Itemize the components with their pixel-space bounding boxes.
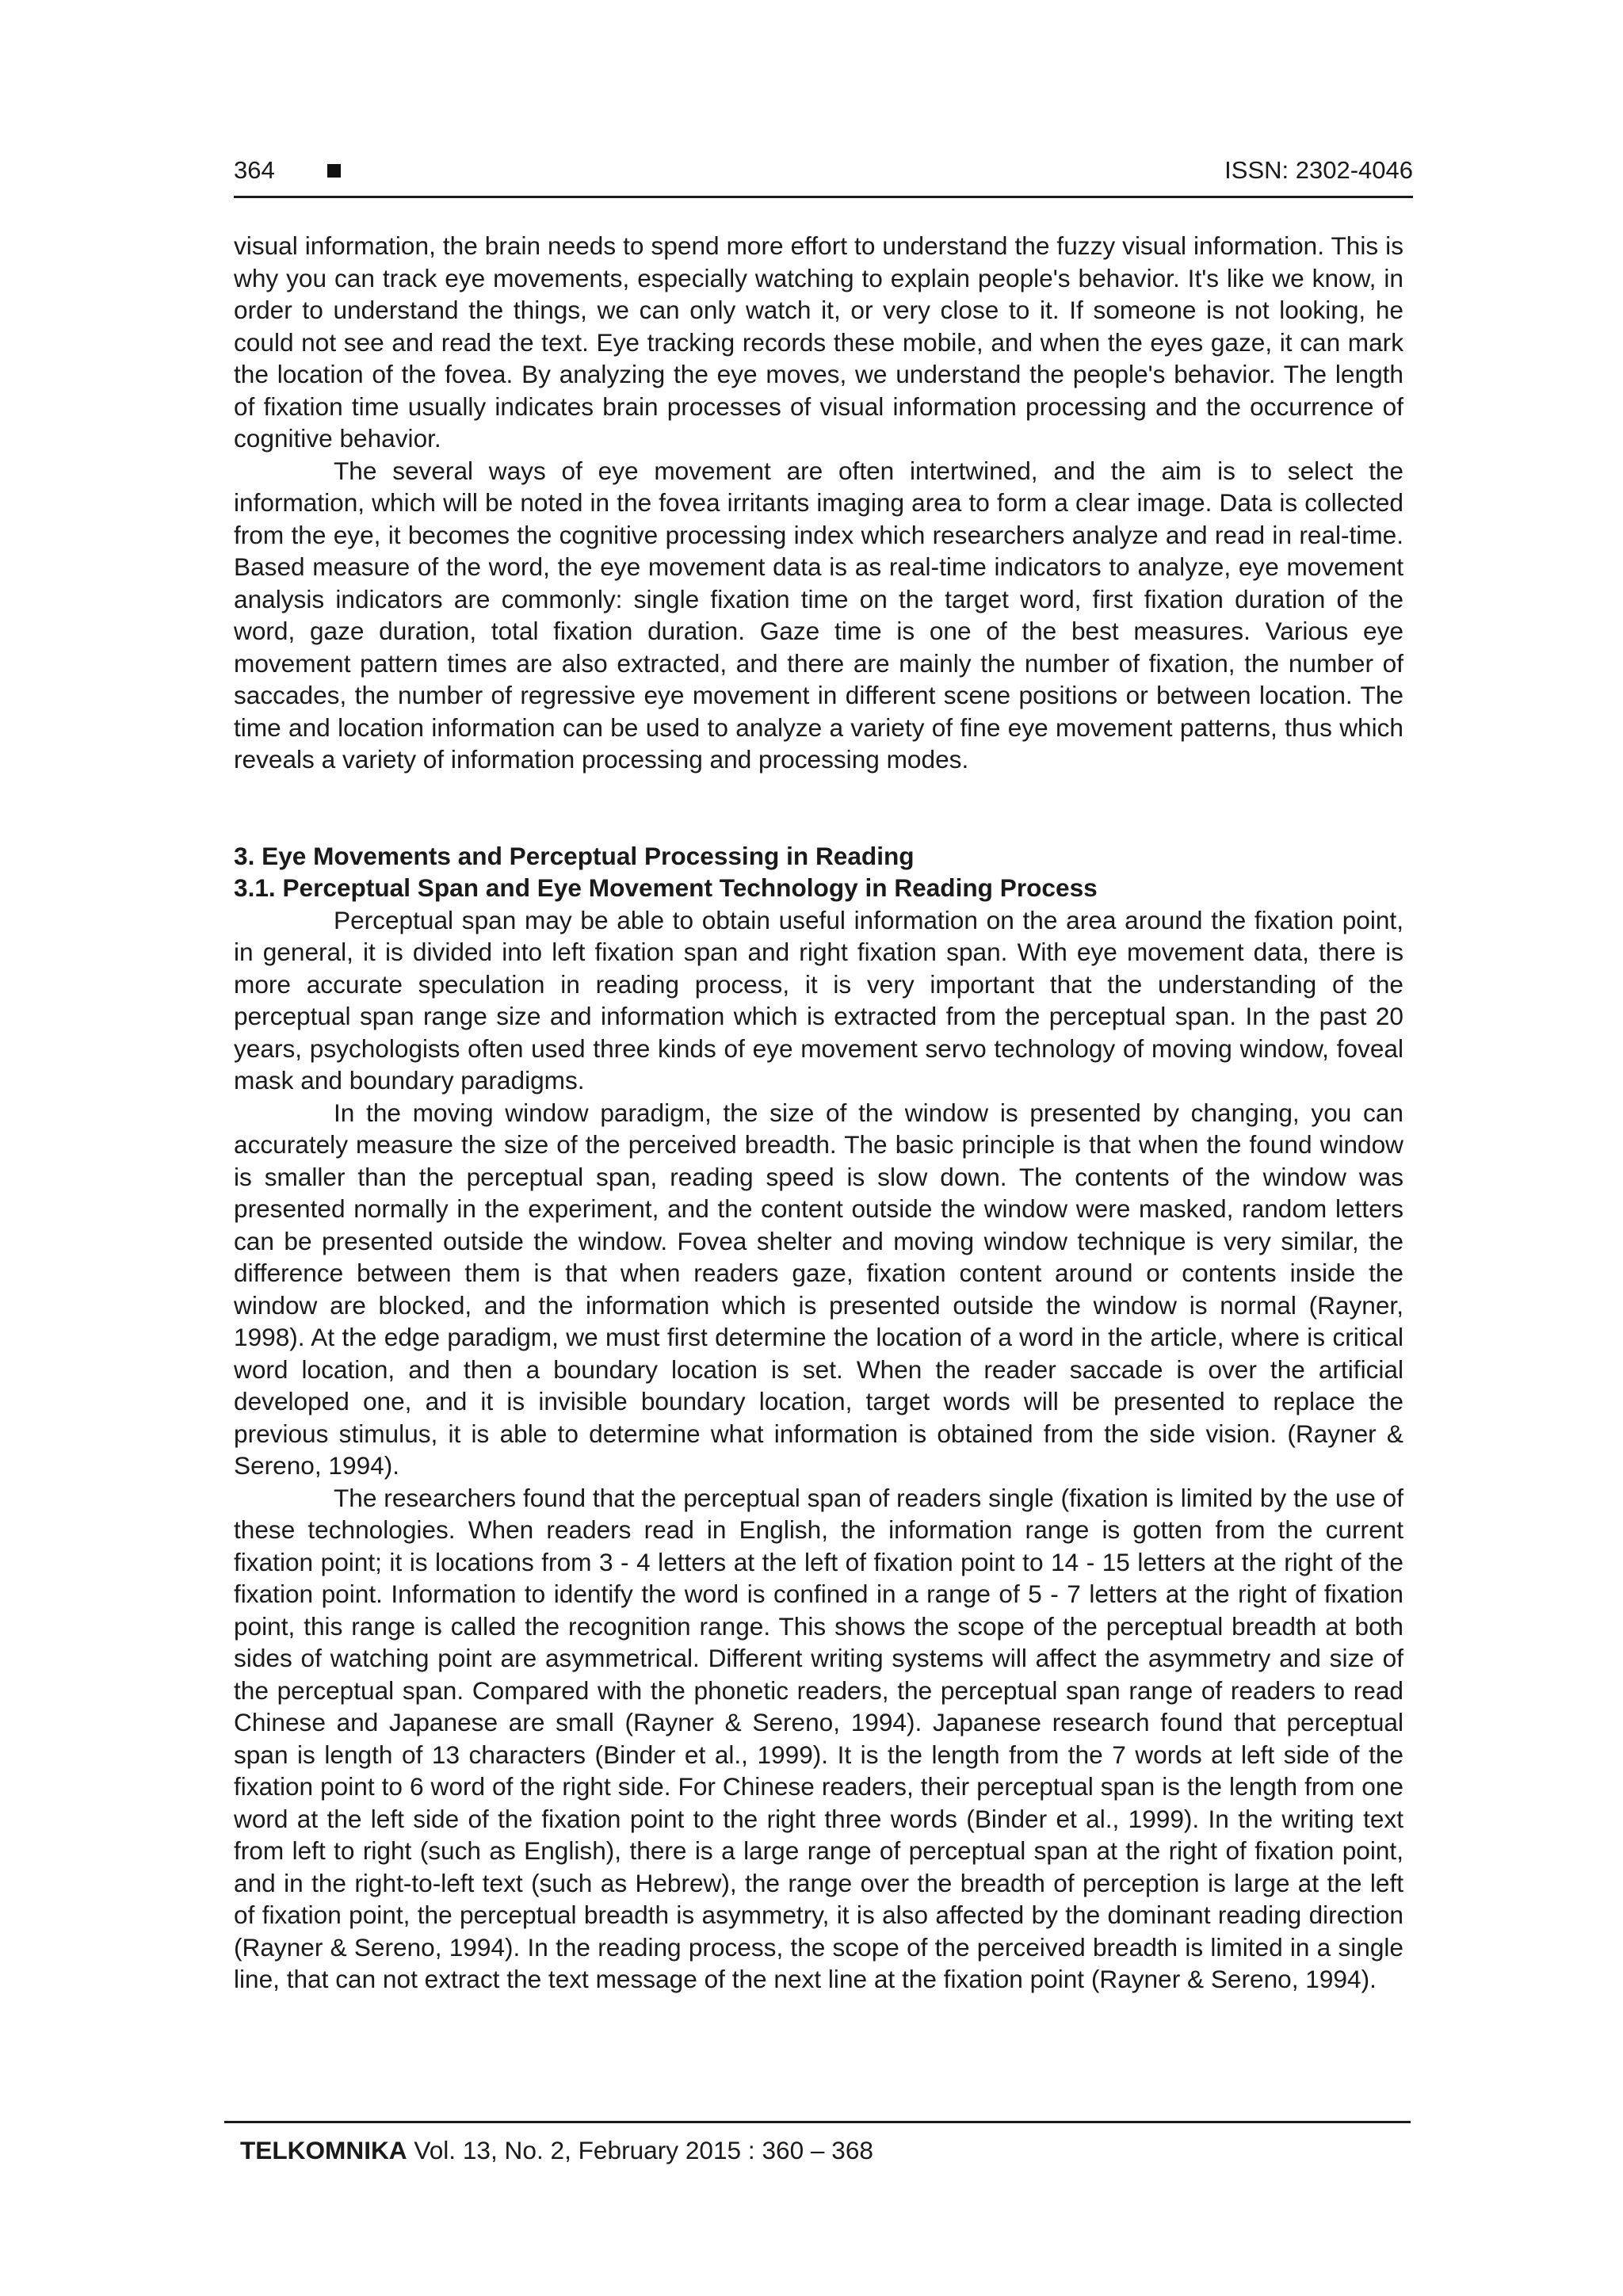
paragraph-continuation: visual information, the brain needs to spend more effort to understand the fuzzy visual information. This is why you can track eye movements, especially watching to explain people's behavior. It's like we know, in order to understand the things, we can only watch it, or very close to it. If someone is not looking, he could not see and read the text. Eye tracking records these mobile, and when the eyes gaze, it can mark the location of the fovea. By analyzing the eye moves, we understand the people's behavior. The length of fixation time usually indicates brain processes of visual information processing and the occurrence of cognitive behavior. (234, 231, 1403, 453)
volume-info: Vol. 13, No. 2, February 2015 : 360 – 368 (407, 2136, 873, 2164)
footer-citation (240, 2134, 873, 2166)
article-body (234, 230, 1403, 1996)
page-header (234, 155, 1413, 198)
paragraph-moving-window: In the moving window paradigm, the size of the window is presented by changing, you can accurately measure the size of the perceived breadth. The basic principle is that when the found window is smaller than the perceptual span, reading speed is slow down. The contents of the window was presented normally in the experiment, and the content outside the window were masked, random letters can be presented outside the window. Fovea shelter and moving window technique is very similar, the difference between them is that when readers gaze, fixation content around or contents inside the window are blocked, and the information which is presented outside the window is normal (Rayner, 1998). At the edge paradigm, we must first determine the location of a word in the article, where is critical word location, and then a boundary location is set. When the reader saccade is over the artificial developed one, and it is invisible boundary location, target words will be presented to replace the previous stimulus, it is able to determine what information is obtained from the side vision. (Rayner & Sereno, 1994). (234, 1098, 1403, 1480)
page-number: 364 (234, 156, 275, 184)
section-spacer (234, 776, 1403, 840)
paragraph-research-findings: The researchers found that the perceptual span of readers single (fixation is limited by the use of these technologies. When readers read in English, the information range is gotten from the current fixation point; it is locations from 3 - 4 letters at the left of fixation point to 14 - 15 letters at the right of the fixation point. Information to identify the word is confined in a range of 5 - 7 letters at the right of fixation point, this range is called the recognition range. This shows the scope of the perceptual breadth at both sides of watching point are asymmetrical. Different writing systems will affect the asymmetry and size of the perceptual span. Compared with the phonetic readers, the perceptual span range of readers to read Chinese and Japanese are small (Rayner & Sereno, 1994). Japanese research found that perceptual span is length of 13 characters (Binder et al., 1999). It is the length from the 7 words at left side of the fixation point to 6 word of the right side. For Chinese readers, their perceptual span is the length from one word at the left side of the fixation point to the right three words (Binder et al., 1999). In the writing text from left to right (such as English), there is a large range of perceptual span at the right of fixation point, and in the right-to-left text (such as Hebrew), the range over the breadth of perception is large at the left of fixation point, the perceptual breadth is asymmetry, it is also affected by the dominant reading direction (Rayner & Sereno, 1994). In the reading process, the scope of the perceived breadth is limited in a single line, that can not extract the text message of the next line at the fixation point (Rayner & Sereno, 1994). (234, 1483, 1403, 1993)
paragraph-perceptual-span: Perceptual span may be able to obtain useful information on the area around the fixation point, in general, it is divided into left fixation span and right fixation span. With eye movement data, there is more accurate speculation in reading process, it is very important that the understanding of the perceptual span range size and information which is extracted from the perceptual span. In the past 20 years, psychologists often used three kinds of eye movement servo technology of moving window, foveal mask and boundary paradigms. (234, 905, 1403, 1095)
page-footer (224, 2121, 1411, 2164)
paragraph-eye-movement-indicators: The several ways of eye movement are often intertwined, and the aim is to select the information, which will be noted in the fovea irritants imaging area to form a clear image. Data is collected from the eye, it becomes the cognitive processing index which researchers analyze and read in real-time. Based measure of the word, the eye movement data is as real-time indicators to analyze, eye movement analysis indicators are commonly: single fixation time on the target word, first fixation duration of the word, gaze duration, total fixation duration. Gaze time is one of the best measures. Various eye movement pattern times are also extracted, and there are mainly the number of fixation, the number of saccades, the number of regressive eye movement in different scene positions or between location. The time and location information can be used to analyze a variety of fine eye movement patterns, thus which reveals a variety of information processing and processing modes. (234, 456, 1403, 774)
subsection-heading: 3.1. Perceptual Span and Eye Movement Technology in Reading Process (234, 873, 1098, 902)
section-heading: 3. Eye Movements and Perceptual Processing in Reading (234, 841, 915, 870)
issn-label: ISSN: 2302-4046 (1224, 156, 1413, 184)
journal-name: TELKOMNIKA (240, 2136, 407, 2164)
square-bullet-icon (327, 164, 341, 178)
